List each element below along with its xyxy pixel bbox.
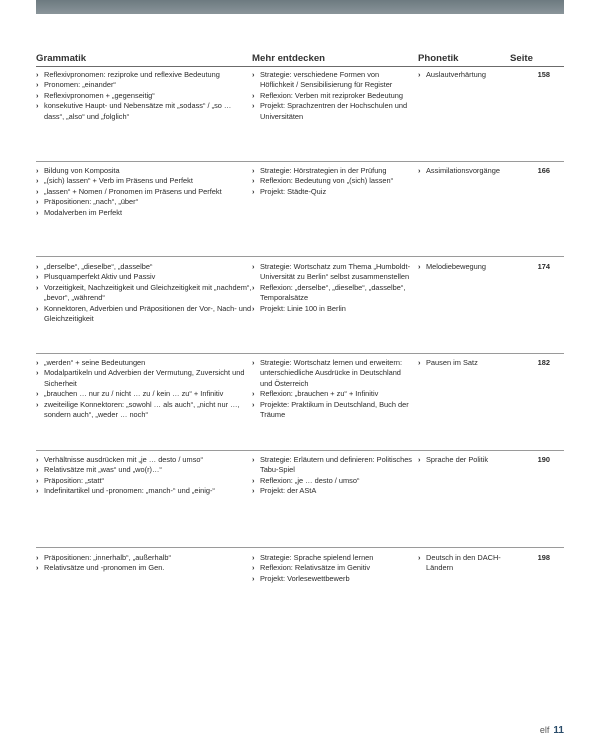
page-number: 11 <box>553 725 564 736</box>
header-phonetik: Phonetik <box>418 53 459 64</box>
list-item: › Reflexion: „je … desto / umso“ <box>252 476 414 486</box>
list-item: › Auslautverhärtung <box>418 70 504 80</box>
list-item: › Projekte: Praktikum in Deutschland, Buch der Träume <box>252 400 414 421</box>
grammatik-cell <box>36 455 252 497</box>
page-footer <box>540 725 564 736</box>
list-item: › Assimilationsvorgänge <box>418 166 504 176</box>
list-item: › Strategie: Erläutern und definieren: Politisches Tabu-Spiel <box>252 455 414 476</box>
list-item: › Plusquamperfekt Aktiv und Passiv <box>36 272 252 282</box>
phonetik-cell <box>418 70 504 80</box>
list-item: › Strategie: Wortschatz lernen und erweitern: unterschiedliche Ausdrücke in Deutschland und Österreich <box>252 358 414 389</box>
mehr-entdecken-cell <box>252 262 414 314</box>
list-item: › Reflexion: Relativsätze im Genitiv <box>252 563 414 573</box>
grammatik-cell <box>36 70 252 122</box>
phonetik-cell <box>418 166 504 176</box>
list-item: › Reflexion: „derselbe“, „dieselbe“, „dasselbe“, Temporalsätze <box>252 283 414 304</box>
list-item: › Strategie: Hörstrategien in der Prüfung <box>252 166 414 176</box>
phonetik-cell <box>418 553 504 574</box>
phonetik-cell <box>418 358 504 368</box>
list-item: › Präposition: „statt“ <box>36 476 252 486</box>
list-item: › Relativsätze und -pronomen im Gen. <box>36 563 252 573</box>
row-divider <box>36 161 564 162</box>
list-item: › „(sich) lassen“ + Verb im Präsens und Perfekt <box>36 176 252 186</box>
list-item: › „werden“ + seine Bedeutungen <box>36 358 252 368</box>
list-item: › Projekt: Städte-Quiz <box>252 187 414 197</box>
header-seite: Seite <box>510 53 533 64</box>
list-item: › Melodiebewegung <box>418 262 504 272</box>
row-divider <box>36 353 564 354</box>
top-color-bar <box>36 0 564 14</box>
list-item: › konsekutive Haupt- und Nebensätze mit „sodass“ / „so … dass“, „also“ und „folglich“ <box>36 101 252 122</box>
table-header <box>36 53 564 67</box>
grammatik-cell <box>36 553 252 574</box>
page-number-cell: 174 <box>537 262 550 271</box>
mehr-entdecken-cell <box>252 455 414 497</box>
list-item: › Präpositionen: „innerhalb“, „außerhalb“ <box>36 553 252 563</box>
list-item: › Modalverben im Perfekt <box>36 208 252 218</box>
page-number-cell: 166 <box>537 166 550 175</box>
list-item: › Projekt: Linie 100 in Berlin <box>252 304 414 314</box>
row-divider <box>36 547 564 548</box>
header-grammatik: Grammatik <box>36 53 87 64</box>
grammatik-cell <box>36 166 252 218</box>
list-item: › „derselbe“, „dieselbe“, „dasselbe“ <box>36 262 252 272</box>
list-item: › Strategie: Sprache spielend lernen <box>252 553 414 563</box>
list-item: › Konnektoren, Adverbien und Präpositionen der Vor-, Nach- und Gleichzeitigkeit <box>36 304 252 325</box>
list-item: › Sprache der Politik <box>418 455 504 465</box>
list-item: › Relativsätze mit „was“ und „wo(r)…“ <box>36 465 252 475</box>
mehr-entdecken-cell <box>252 553 414 584</box>
list-item: › Reflexivpronomen + „gegenseitig“ <box>36 91 252 101</box>
mehr-entdecken-cell <box>252 166 414 197</box>
list-item: › Projekt: der AStA <box>252 486 414 496</box>
list-item: › „brauchen … nur zu / nicht … zu / kein … zu“ + Infinitiv <box>36 389 252 399</box>
list-item: › Präpositionen: „nach“, „über“ <box>36 197 252 207</box>
phonetik-cell <box>418 455 504 465</box>
page-number-cell: 198 <box>537 553 550 562</box>
list-item: › Deutsch in den DACH-Ländern <box>418 553 504 574</box>
list-item: › Verhältnisse ausdrücken mit „je … desto / umso“ <box>36 455 252 465</box>
page-word: elf <box>539 725 550 735</box>
header-rule <box>36 66 564 67</box>
list-item: › Strategie: verschiedene Formen von Höflichkeit / Sensibilisierung für Register <box>252 70 414 91</box>
list-item: › Modalpartikeln und Adverbien der Vermutung, Zuversicht und Sicherheit <box>36 368 252 389</box>
header-mehr-entdecken: Mehr entdecken <box>252 53 326 64</box>
page-number-cell: 182 <box>537 358 550 367</box>
list-item: › Projekt: Vorlesewettbewerb <box>252 574 414 584</box>
list-item: › Reflexion: „brauchen + zu“ + Infinitiv <box>252 389 414 399</box>
list-item: › Reflexion: Bedeutung von „(sich) lassen“ <box>252 176 414 186</box>
list-item: › zweiteilige Konnektoren: „sowohl … als auch“, „nicht nur …, sondern auch“, „weder … noch“ <box>36 400 252 421</box>
page-number-cell: 158 <box>537 70 550 79</box>
mehr-entdecken-cell <box>252 70 414 122</box>
list-item: › „lassen“ + Nomen / Pronomen im Präsens und Perfekt <box>36 187 252 197</box>
list-item: › Pronomen: „einander“ <box>36 80 252 90</box>
list-item: › Bildung von Komposita <box>36 166 252 176</box>
list-item: › Vorzeitigkeit, Nachzeitigkeit und Gleichzeitigkeit mit „nachdem“, „bevor“, „während“ <box>36 283 252 304</box>
grammatik-cell <box>36 358 252 420</box>
row-divider <box>36 256 564 257</box>
grammatik-cell <box>36 262 252 324</box>
page-number-cell: 190 <box>537 455 550 464</box>
list-item: › Indefinitartikel und -pronomen: „manch-“ und „einig-“ <box>36 486 252 496</box>
list-item: › Reflexion: Verben mit reziproker Bedeutung <box>252 91 414 101</box>
list-item: › Reflexivpronomen: reziproke und reflexive Bedeutung <box>36 70 252 80</box>
phonetik-cell <box>418 262 504 272</box>
mehr-entdecken-cell <box>252 358 414 420</box>
row-divider <box>36 450 564 451</box>
list-item: › Projekt: Sprachzentren der Hochschulen und Universitäten <box>252 101 414 122</box>
list-item: › Strategie: Wortschatz zum Thema „Humboldt-Universität zu Berlin“ selbst zusammenstellen <box>252 262 414 283</box>
list-item: › Pausen im Satz <box>418 358 504 368</box>
